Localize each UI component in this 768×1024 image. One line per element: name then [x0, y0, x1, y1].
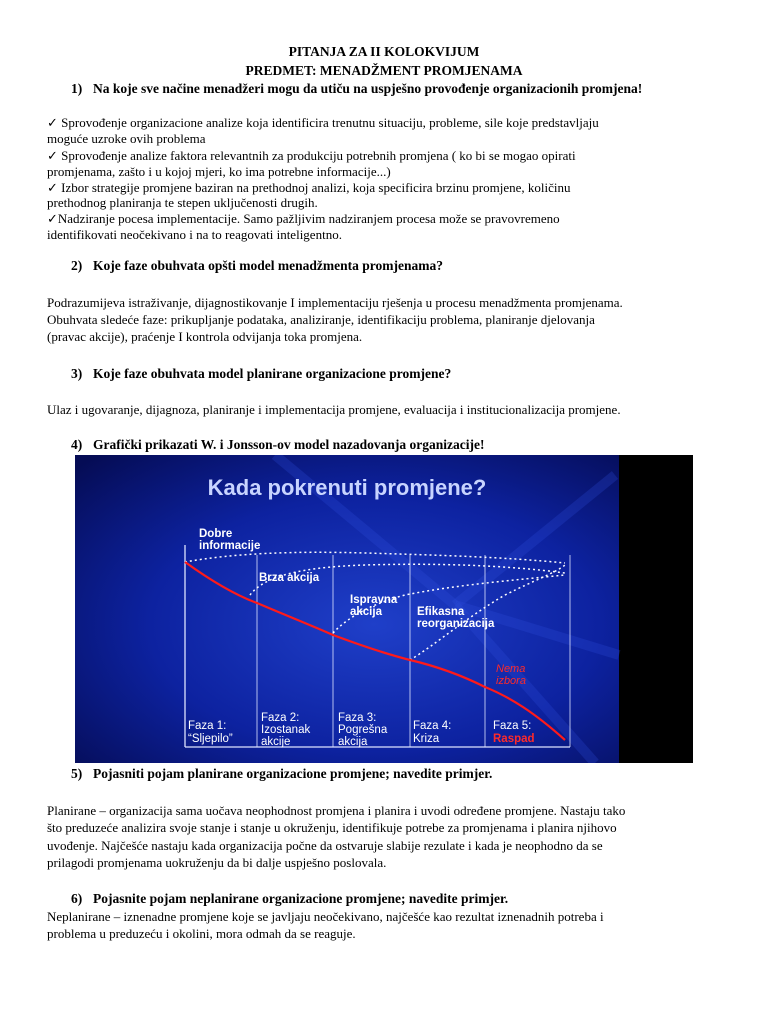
q3-answer-line: Ulaz i ugovaranje, dijagnoza, planiranje i implementacija promjene, evaluacija i institucionalizacija promjene. — [47, 402, 621, 417]
phase-4-sub: Kriza — [413, 733, 440, 745]
label-dobre-1: Dobre — [199, 528, 233, 540]
q2-answer-line: (pravac akcije), praćenje I kontrola odvijanja toka promjena. — [47, 329, 363, 344]
label-efikasna-2: reorganizacija — [417, 618, 495, 630]
organizational-decline-slide — [75, 455, 693, 763]
subject-title: PREDMET: MENADŽMENT PROMJENAMA — [245, 63, 523, 78]
phase-5-sub: Raspad — [493, 733, 535, 745]
q1-answer-line: moguće uzroke ovih problema — [47, 131, 206, 146]
question-6: 6) Pojasnite pojam neplanirane organizacione promjene; navedite primjer. — [71, 891, 509, 906]
label-nema-1: Nema — [496, 663, 526, 675]
q2-answer-line: Obuhvata sledeće faze: prikupljanje podataka, analiziranje, identifikaciju problema, planiranje djelovanja — [47, 312, 595, 327]
phase-2-label: Faza 2: — [261, 712, 300, 724]
label-ispravna-1: Ispravna — [350, 594, 398, 606]
question-3: 3) Koje faze obuhvata model planirane organizacione promjene? — [71, 366, 452, 381]
q1-answer-line: identifikovati neočekivano i na to reagovati inteligentno. — [47, 227, 342, 242]
phase-3-label: Faza 3: — [338, 712, 377, 724]
q5-answer-line: uvođenje. Najčešće nastaju kada organizacija počne da ostvaruje slabije rezulate i kada je neophodno da se — [47, 838, 603, 853]
q1-answer-line: ✓Nadziranje pocesa implementacije. Samo pažljivim nadziranjem procesa može se pravovremeno — [47, 211, 560, 226]
q5-answer-line: što preduzeće analizira svoje stanje i stanje u okruženju, identifikuje potrebe za promjenama i planira njihovo — [47, 820, 617, 835]
question-1: 1) Na koje sve načine menadžeri mogu da utiču na uspješno provođenje organizacionih promjena! — [71, 81, 643, 96]
phase-5-label: Faza 5: — [493, 720, 532, 732]
q6-answer-line: problema u preduzeću i okolini, mora odmah da se reaguje. — [47, 926, 356, 941]
label-ispravna-2: akcija — [350, 606, 382, 618]
q1-answer-line: ✓ Sprovođenje analize faktora relevantnih za produkciju potrebnih promjena ( ko bi se mogao opirati — [47, 148, 576, 163]
label-brza-akcija: Brza akcija — [259, 572, 320, 584]
q1-answer-line: ✓ Izbor strategije promjene baziran na prethodnoj analizi, koja specificira brzinu promjene, količinu — [47, 180, 571, 195]
label-nema-2: izbora — [496, 675, 526, 687]
q6-answer-line: Neplanirane – iznenadne promjene koje se javljaju neočekivano, najčešće kao rezultat iznenadnih potreba i — [47, 909, 604, 924]
q1-answer-line: promjenama, zašto i u kojoj mjeri, ko ima potrebne informacije...) — [47, 164, 391, 179]
phase-2-sub2: akcije — [261, 736, 291, 748]
question-5: 5) Pojasniti pojam planirane organizacione promjene; navedite primjer. — [71, 766, 493, 781]
phase-1-label: Faza 1: — [188, 720, 227, 732]
document-title: PITANJA ZA II KOLOKVIJUM — [288, 44, 480, 59]
phase-2-sub: Izostanak — [261, 724, 311, 736]
q1-answer-line: ✓ Sprovođenje organizacione analize koja identificira trenutnu situaciju, probleme, sile koje predstavljaju — [47, 115, 599, 130]
question-2: 2) Koje faze obuhvata opšti model menadžmenta promjenama? — [71, 258, 443, 273]
phase-3-sub: Pogrešna — [338, 724, 388, 736]
slide-title: Kada pokrenuti promjene? — [207, 475, 487, 500]
phase-4-label: Faza 4: — [413, 720, 452, 732]
q5-answer-line: prilagodi promjenama uokruženju da bi dalje uspješno poslovala. — [47, 855, 387, 870]
q1-answer-line: prethodnog planiranja te stepen uključenosti drugih. — [47, 195, 318, 210]
q5-answer-line: Planirane – organizacija sama uočava neophodnost promjena i planira i uvodi određene promjene. Nastaju tako — [47, 803, 626, 818]
label-dobre-2: informacije — [199, 540, 261, 552]
label-efikasna-1: Efikasna — [417, 606, 465, 618]
phase-1-sub: “Sljepilo” — [188, 733, 233, 745]
question-4: 4) Grafički prikazati W. i Jonsson-ov model nazadovanja organizacije! — [71, 437, 485, 452]
phase-3-sub2: akcija — [338, 736, 368, 748]
q2-answer-line: Podrazumijeva istraživanje, dijagnostikovanje I implementaciju rješenja u procesu menadžmenta promjenama. — [47, 295, 623, 310]
